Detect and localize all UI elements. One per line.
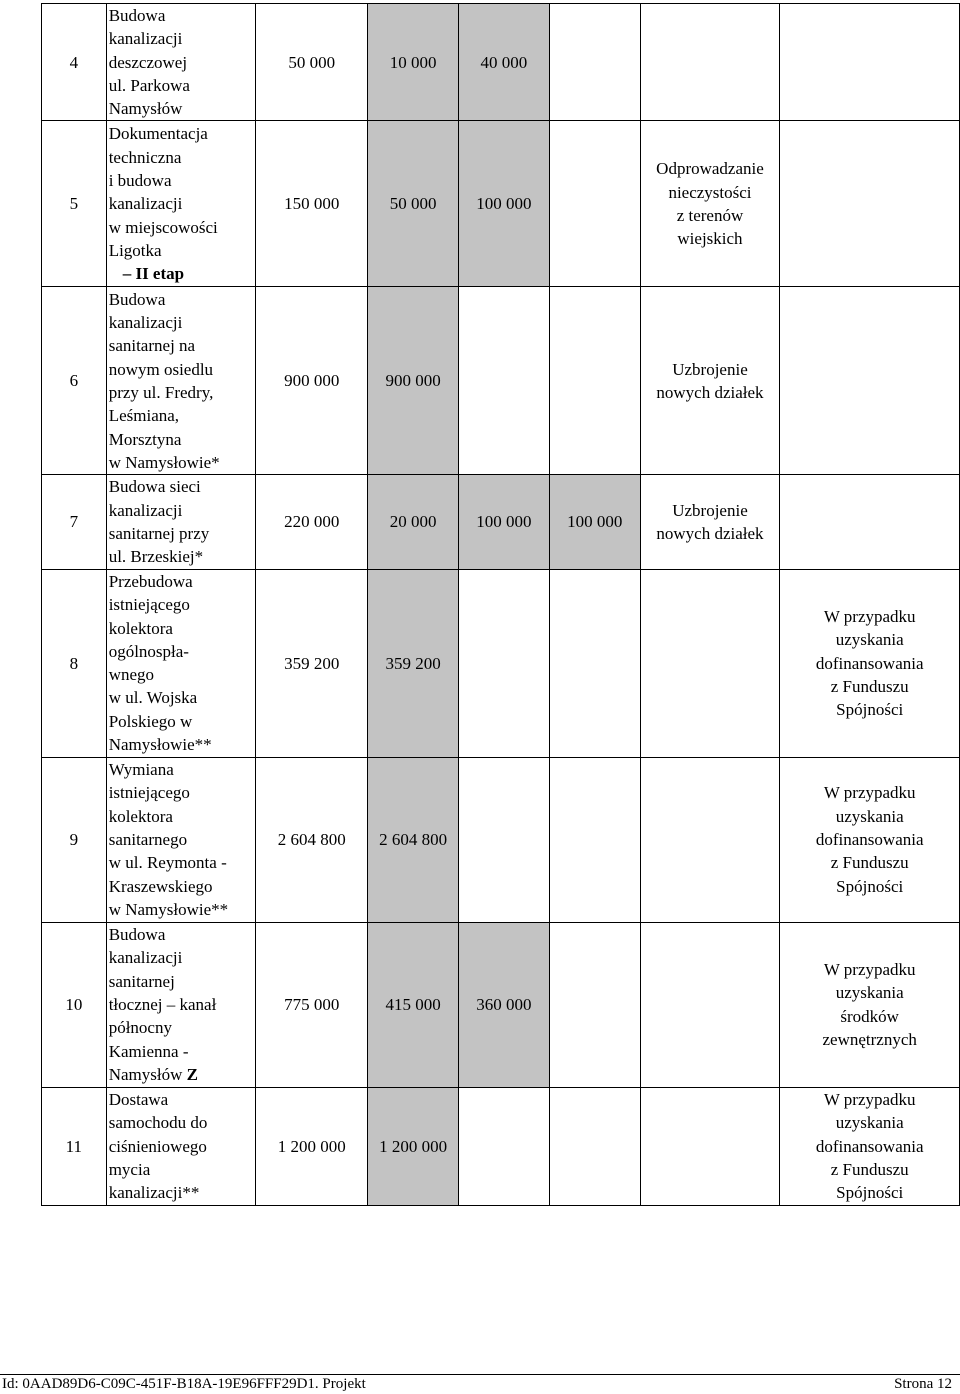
total-value: 1 200 000 [256,1087,368,1205]
year-value-1: 2 604 800 [368,757,459,922]
total-value: 900 000 [256,287,368,475]
funding-note: W przypadku uzyskania dofinansowania z Funduszu Spójności [780,1087,960,1205]
task-name: Budowa kanalizacji sanitarnej na nowym osiedlu przy ul. Fredry, Leśmiana, Morsztyna w Namysłowie* [106,287,256,475]
year-value-2: 360 000 [459,922,550,1087]
year-value-3 [549,569,640,757]
table-row [42,475,960,569]
year-value-1: 359 200 [368,569,459,757]
remarks [640,922,780,1087]
task-name: Przebudowa istniejącego kolektora ogólnospła- wnego w ul. Wojska Polskiego w Namysłowie** [106,569,256,757]
total-value: 775 000 [256,922,368,1087]
table-row [42,121,960,287]
task-name-stage: – II etap [122,264,185,284]
year-value-3: 100 000 [549,475,640,569]
page-footer [0,1374,960,1394]
investment-table [41,3,960,1206]
table-row [42,569,960,757]
remarks: Odprowadzanie nieczystości z terenów wiejskich [640,121,780,287]
year-value-1: 1 200 000 [368,1087,459,1205]
year-value-3 [549,922,640,1087]
total-value: 359 200 [256,569,368,757]
total-value: 220 000 [256,475,368,569]
table-row [42,4,960,121]
page-number: Strona 12 [894,1376,952,1392]
year-value-2 [459,1087,550,1205]
year-value-2 [459,757,550,922]
year-value-3 [549,757,640,922]
year-value-1: 20 000 [368,475,459,569]
year-value-1: 10 000 [368,4,459,121]
remarks [640,757,780,922]
year-value-2: 100 000 [459,121,550,287]
row-number: 6 [42,287,107,475]
year-value-3 [549,4,640,121]
table-row [42,922,960,1087]
year-value-3 [549,287,640,475]
year-value-2 [459,287,550,475]
task-name: Dostawa samochodu do ciśnieniowego mycia kanalizacji** [106,1087,256,1205]
extra-remarks [780,121,960,287]
row-number: 8 [42,569,107,757]
row-number: 4 [42,4,107,121]
total-value: 150 000 [256,121,368,287]
year-value-2 [459,569,550,757]
row-number: 10 [42,922,107,1087]
extra-remarks [780,287,960,475]
remarks [640,1087,780,1205]
document-id: Id: 0AAD89D6-C09C-451F-B18A-19E96FFF29D1. Projekt [2,1376,366,1392]
task-name: Budowa kanalizacji deszczowej ul. Parkowa Namysłów [106,4,256,121]
remarks: Uzbrojenie nowych działek [640,475,780,569]
task-name: Wymiana istniejącego kolektora sanitarnego w ul. Reymonta - Kraszewskiego w Namysłowie** [106,757,256,922]
row-number: 5 [42,121,107,287]
remarks [640,4,780,121]
table-row [42,287,960,475]
year-value-2: 40 000 [459,4,550,121]
remarks [640,569,780,757]
task-name-code: Z [186,1064,198,1084]
funding-note: W przypadku uzyskania dofinansowania z Funduszu Spójności [780,757,960,922]
task-name: Budowa sieci kanalizacji sanitarnej przy ul. Brzeskiej* [106,475,256,569]
task-name [106,121,256,287]
extra-remarks [780,4,960,121]
year-value-2: 100 000 [459,475,550,569]
total-value: 50 000 [256,4,368,121]
total-value: 2 604 800 [256,757,368,922]
task-name [106,922,256,1087]
extra-remarks [780,475,960,569]
funding-note: W przypadku uzyskania środków zewnętrznych [780,922,960,1087]
task-name-text: Dokumentacja techniczna i budowa kanalizacji w miejscowości Ligotka [108,124,218,260]
year-value-3 [549,121,640,287]
year-value-1: 900 000 [368,287,459,475]
funding-note: W przypadku uzyskania dofinansowania z Funduszu Spójności [780,569,960,757]
row-number: 9 [42,757,107,922]
year-value-1: 415 000 [368,922,459,1087]
table-row [42,1087,960,1205]
remarks: Uzbrojenie nowych działek [640,287,780,475]
row-number: 7 [42,475,107,569]
year-value-1: 50 000 [368,121,459,287]
year-value-3 [549,1087,640,1205]
table-row [42,757,960,922]
task-name-text: Budowa kanalizacji sanitarnej tłocznej – kanał północny Kamienna - Namysłów [108,925,217,1084]
row-number: 11 [42,1087,107,1205]
